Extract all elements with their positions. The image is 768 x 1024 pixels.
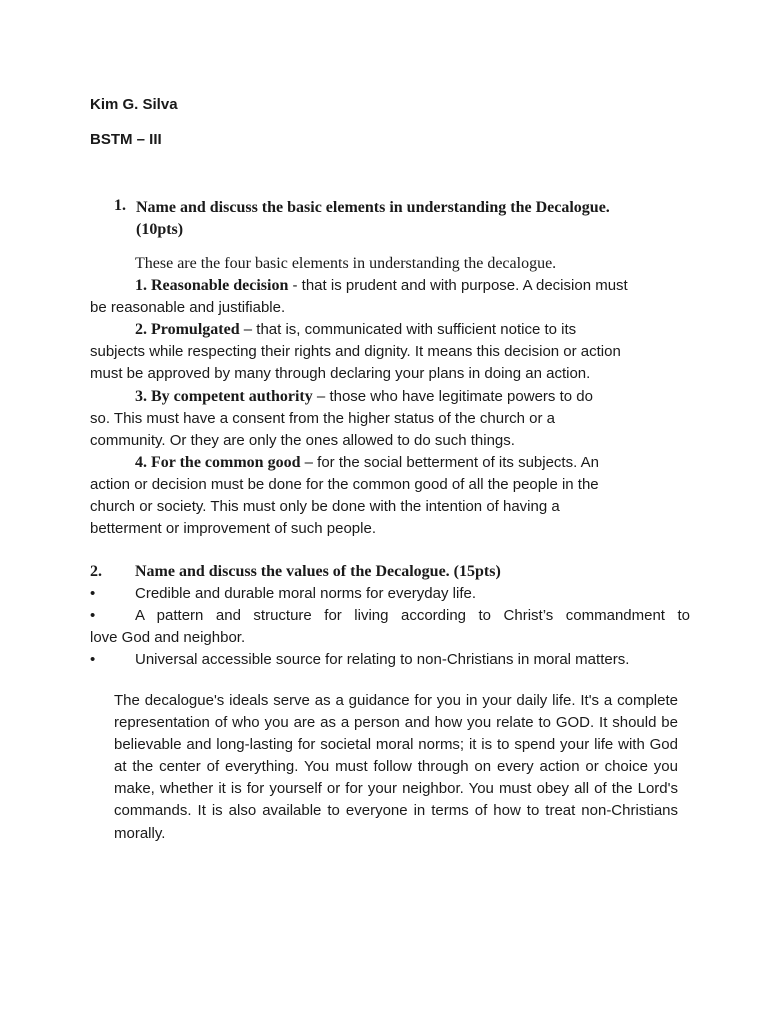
values-list (90, 583, 690, 671)
answer-1-intro: These are the four basic elements in understanding the decalogue. (135, 255, 557, 272)
element-item (90, 319, 690, 385)
element-text: – that is, communicated with sufficient notice to its (239, 321, 577, 339)
question-2-points: (15pts) (453, 563, 501, 580)
question-2-heading (90, 561, 690, 583)
answer-2-paragraph: The decalogue's ideals serve as a guidance for you in your daily life. It's a complete representation of who you are as a person and how you relate to GOD. It should be believable and long-lasting for societal moral norms; it is to spend your life with God at the center of everything. You must follow through on every action or choice you make, whether it is for yourself or for your neighbor. You must obey all of the Lord's commands. It is also available to everyone in terms of how to treat non-Christians morally. (114, 692, 678, 842)
question-2 (90, 561, 690, 671)
element-text-line: must be approved by many through declaring your plans in doing an action. (90, 365, 591, 383)
author-name: Kim G. Silva (90, 96, 178, 113)
element-label: 4. For the common good (135, 453, 301, 471)
course-section: BSTM – III (90, 131, 162, 148)
list-item (90, 583, 690, 605)
element-text-line: be reasonable and justifiable. (90, 299, 286, 317)
list-item (90, 649, 690, 671)
element-item (90, 386, 690, 452)
element-text: - that is prudent and with purpose. A decision must (288, 277, 628, 295)
list-item-text: A pattern and structure for living according to Christ’s commandment to (135, 607, 690, 624)
list-item-text-continued: love God and neighbor. (90, 629, 246, 646)
question-1-answer (90, 253, 690, 540)
bullet-icon: • (90, 585, 96, 602)
element-item (90, 452, 690, 540)
question-1-title (136, 197, 696, 241)
question-2-number: 2. (90, 563, 102, 580)
list-item-text: Universal accessible source for relating to non-Christians in moral matters. (135, 651, 630, 668)
element-item (90, 275, 690, 319)
element-text-line: so. This must have a consent from the higher status of the church or a (90, 409, 555, 427)
element-label: 2. Promulgated (135, 321, 240, 339)
element-text-line: church or society. This must only be done with the intention of having a (90, 498, 560, 516)
element-text: – for the social betterment of its subjects. An (300, 453, 599, 471)
question-1-points: (10pts) (136, 221, 184, 238)
question-1-title-text: Name and discuss the basic elements in understanding the Decalogue. (136, 199, 610, 216)
element-label: 3. By competent authority (135, 387, 313, 405)
element-text-line: betterment or improvement of such people. (90, 520, 376, 538)
question-2-title: Name and discuss the values of the Decalogue. (135, 563, 450, 580)
element-text-line: subjects while respecting their rights and dignity. It means this decision or action (90, 343, 621, 361)
element-label: 1. Reasonable decision (135, 277, 289, 295)
list-item-text: Credible and durable moral norms for everyday life. (135, 585, 476, 602)
bullet-icon: • (90, 651, 96, 668)
element-text: – those who have legitimate powers to do (312, 387, 593, 405)
question-1-number: 1. (114, 197, 126, 214)
element-text-line: community. Or they are only the ones allowed to do such things. (90, 431, 515, 449)
element-text-line: action or decision must be done for the common good of all the people in the (90, 475, 599, 493)
list-item (90, 605, 690, 649)
bullet-icon: • (90, 607, 96, 624)
